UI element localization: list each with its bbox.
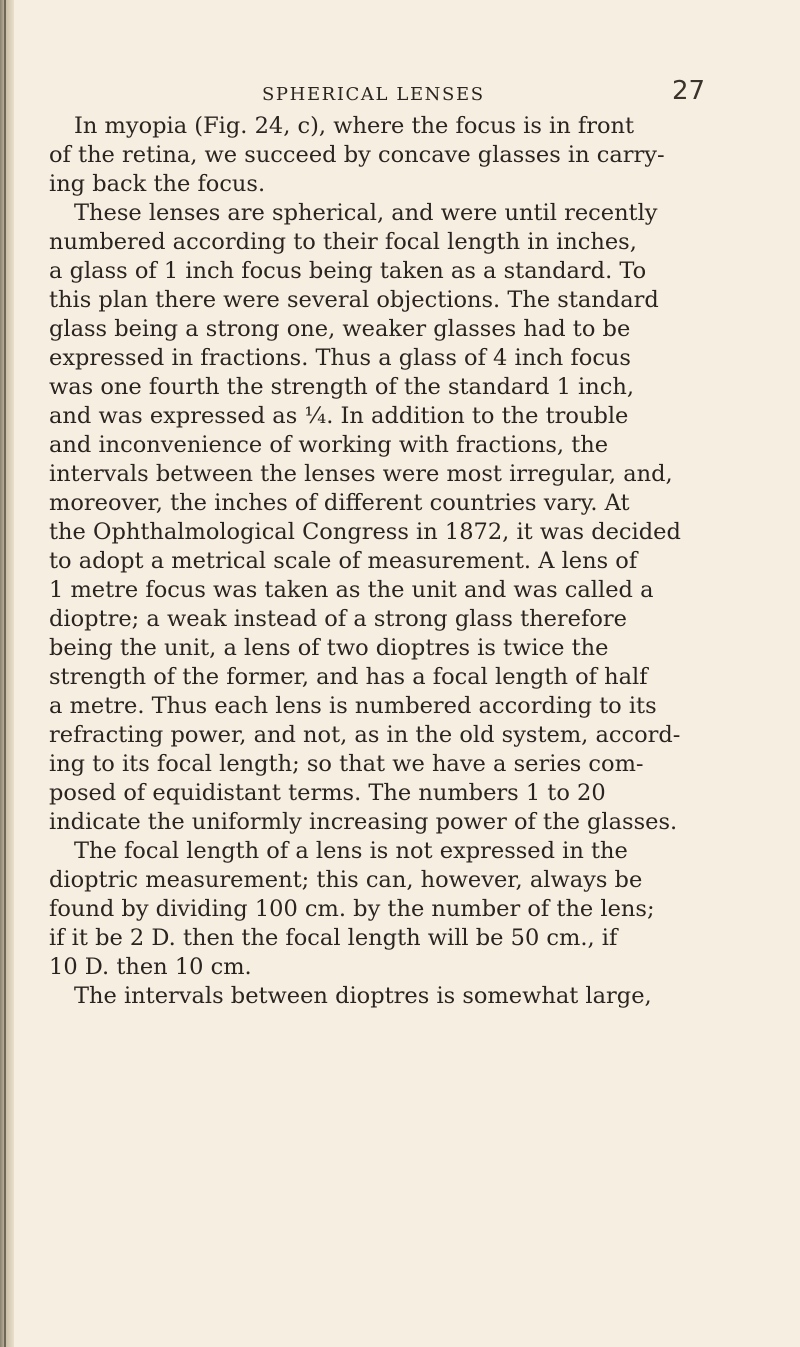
binding-edge xyxy=(4,0,6,1347)
text-line: 1 metre focus was taken as the unit and was called a xyxy=(49,577,654,603)
text-line: if it be 2 D. then the focal length will be 50 cm., if xyxy=(49,925,618,951)
text-line: intervals between the lenses were most irregular, and, xyxy=(49,461,673,487)
text-line: indicate the uniformly increasing power of the glasses. xyxy=(49,809,678,835)
text-line: strength of the former, and has a focal length of half xyxy=(49,664,648,690)
text-line: expressed in fractions. Thus a glass of 4 inch focus xyxy=(49,345,631,371)
text-line: The intervals between dioptres is somewhat large, xyxy=(74,983,652,1009)
text-line: was one fourth the strength of the standard 1 inch, xyxy=(49,374,634,400)
text-line: this plan there were several objections. The standard xyxy=(49,287,659,313)
page-number: 27 xyxy=(672,76,706,106)
text-line: being the unit, a lens of two dioptres is twice the xyxy=(49,635,609,661)
text-line: glass being a strong one, weaker glasses had to be xyxy=(49,316,631,342)
text-line: refracting power, and not, as in the old system, accord- xyxy=(49,722,681,748)
text-line: found by dividing 100 cm. by the number of the lens; xyxy=(49,896,655,922)
text-line: moreover, the inches of different countries vary. At xyxy=(49,490,630,516)
text-line: 10 D. then 10 cm. xyxy=(49,954,252,980)
text-line: These lenses are spherical, and were until recently xyxy=(74,200,658,226)
page-gutter xyxy=(0,0,14,1347)
text-line: the Ophthalmological Congress in 1872, it was decided xyxy=(49,519,681,545)
text-line: numbered according to their focal length in inches, xyxy=(49,229,637,255)
text-line: ing back the focus. xyxy=(49,171,266,197)
text-line: In myopia (Fig. 24, c), where the focus is in front xyxy=(74,113,635,139)
text-line: dioptric measurement; this can, however, always be xyxy=(49,867,643,893)
text-line: and was expressed as ¼. In addition to the trouble xyxy=(49,403,629,429)
text-line: to adopt a metrical scale of measurement. A lens of xyxy=(49,548,638,574)
text-line: ing to its focal length; so that we have a series com- xyxy=(49,751,644,777)
text-line: dioptre; a weak instead of a strong glass therefore xyxy=(49,606,627,632)
text-line: The focal length of a lens is not expressed in the xyxy=(74,838,628,864)
page-header xyxy=(0,76,800,112)
text-line: and inconvenience of working with fractions, the xyxy=(49,432,609,458)
text-line: posed of equidistant terms. The numbers 1 to 20 xyxy=(49,780,606,806)
text-line: a metre. Thus each lens is numbered according to its xyxy=(49,693,657,719)
text-line: a glass of 1 inch focus being taken as a standard. To xyxy=(49,258,647,284)
running-head: SPHERICAL LENSES xyxy=(262,84,485,105)
text-line: of the retina, we succeed by concave glasses in carry- xyxy=(49,142,665,168)
